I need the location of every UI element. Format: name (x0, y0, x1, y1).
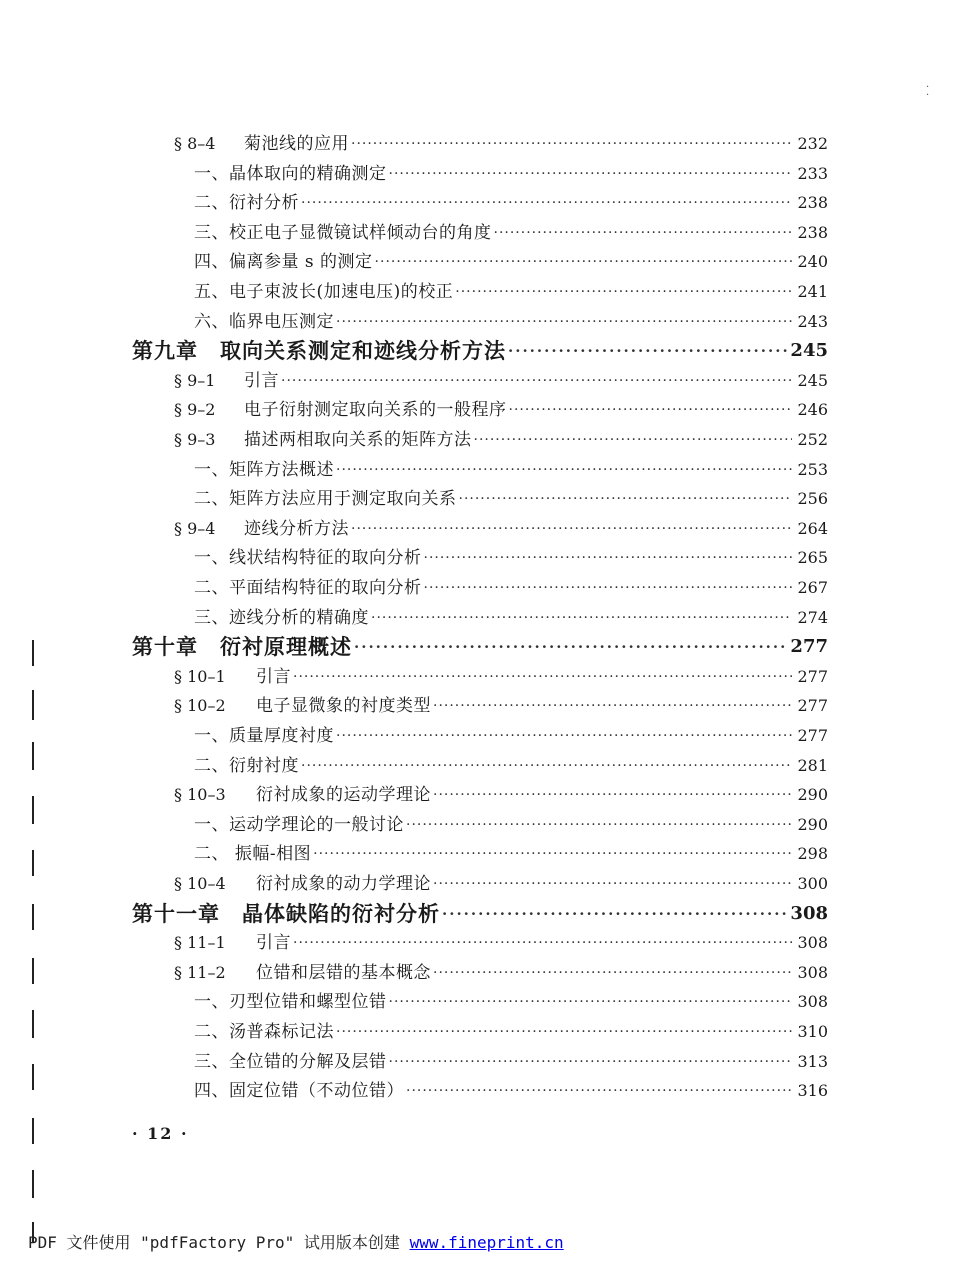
toc-section-entry (174, 664, 828, 690)
binding-rule (32, 690, 34, 720)
entry-title: 第九章 取向关系测定和迹线分析方法 (132, 338, 506, 363)
dot-leader (433, 782, 792, 808)
toc-section-entry (174, 960, 828, 986)
entry-page-number: 308 (790, 903, 828, 924)
entry-page-number: 290 (797, 815, 828, 834)
entry-page-number: 240 (797, 252, 828, 271)
dot-leader (293, 930, 792, 956)
entry-title: 引言 (256, 933, 291, 953)
entry-page-number: 310 (797, 1022, 828, 1041)
toc-item-entry (194, 545, 828, 571)
entry-page-number: 277 (797, 696, 828, 715)
entry-page-number: 290 (797, 785, 828, 804)
dot-leader (281, 368, 792, 394)
dot-leader (354, 634, 788, 660)
entry-page-number: 253 (797, 460, 828, 479)
toc-item-entry (194, 1078, 828, 1104)
dot-leader (474, 427, 793, 453)
dot-leader (459, 486, 793, 512)
section-number: § 11–2 (174, 963, 226, 982)
dot-leader (336, 457, 792, 483)
binding-rule (32, 1064, 34, 1090)
dot-leader (351, 516, 792, 542)
entry-page-number: 241 (797, 282, 828, 301)
entry-title: 电子显微象的衬度类型 (256, 696, 431, 716)
toc-section-entry (174, 516, 828, 542)
toc-section-entry (174, 693, 828, 719)
toc-section-entry (174, 368, 828, 394)
entry-page-number: 267 (797, 578, 828, 597)
entry-page-number: 300 (797, 874, 828, 893)
dot-leader (313, 841, 792, 867)
dot-leader (293, 664, 792, 690)
toc-item-entry (194, 279, 828, 305)
toc-item-entry (194, 605, 828, 631)
dot-leader (406, 1078, 792, 1104)
dot-leader (371, 605, 792, 631)
dot-leader (424, 575, 793, 601)
section-number: § 8–4 (174, 134, 216, 153)
entry-page-number: 246 (797, 400, 828, 419)
toc-chapter-entry (132, 901, 828, 927)
entry-page-number: 243 (797, 312, 828, 331)
dot-leader (336, 1019, 792, 1045)
section-number: § 9–1 (174, 371, 216, 390)
dot-leader (389, 1049, 793, 1075)
dot-leader (336, 309, 792, 335)
entry-page-number: 238 (797, 223, 828, 242)
toc-section-entry (174, 782, 828, 808)
dot-leader (375, 249, 792, 275)
dot-leader (455, 279, 792, 305)
section-number: § 10–3 (174, 785, 226, 804)
toc-item-entry (194, 841, 828, 867)
toc-item-entry (194, 1049, 828, 1075)
entry-title: 四、固定位错（不动位错） (194, 1081, 404, 1101)
toc-item-entry (194, 1019, 828, 1045)
entry-page-number: 308 (797, 933, 828, 952)
toc-item-entry (194, 249, 828, 275)
dot-leader (424, 545, 793, 571)
toc-item-entry (194, 309, 828, 335)
dot-leader (301, 190, 792, 216)
section-number: § 10–2 (174, 696, 226, 715)
toc-item-entry (194, 486, 828, 512)
toc-item-entry (194, 161, 828, 187)
dot-leader (508, 338, 788, 364)
entry-title: 第十一章 晶体缺陷的衍衬分析 (132, 901, 440, 926)
entry-title: 衍衬成象的动力学理论 (256, 874, 431, 894)
entry-page-number: 308 (797, 992, 828, 1011)
toc-item-entry (194, 723, 828, 749)
toc-section-entry (174, 871, 828, 897)
toc-section-entry (174, 427, 828, 453)
entry-title: 二、汤普森标记法 (194, 1022, 334, 1042)
dot-leader (433, 960, 792, 986)
entry-page-number: 274 (797, 608, 828, 627)
binding-rule (32, 850, 34, 876)
entry-page-number: 277 (797, 726, 828, 745)
dot-leader (509, 397, 793, 423)
entry-title: 三、全位错的分解及层错 (194, 1052, 387, 1072)
entry-title: 一、质量厚度衬度 (194, 726, 334, 746)
entry-title: 衍衬成象的运动学理论 (256, 785, 431, 805)
section-number: § 11–1 (174, 933, 226, 952)
binding-rule (32, 904, 34, 930)
entry-title: 描述两相取向关系的矩阵方法 (244, 430, 472, 450)
dot-leader (433, 871, 792, 897)
entry-title: 二、 振幅-相图 (194, 844, 312, 864)
entry-page-number: 298 (797, 844, 828, 863)
section-number: § 9–2 (174, 400, 216, 419)
dot-leader (389, 161, 793, 187)
entry-title: 六、临界电压测定 (194, 312, 334, 332)
toc-item-entry (194, 753, 828, 779)
entry-page-number: 316 (797, 1081, 828, 1100)
entry-page-number: 265 (797, 548, 828, 567)
page-number: · 12 · (132, 1124, 189, 1143)
footer-link[interactable]: www.fineprint.cn (409, 1233, 564, 1252)
toc-item-entry (194, 989, 828, 1015)
toc-item-entry (194, 812, 828, 838)
toc-chapter-entry (132, 338, 828, 364)
entry-title: 一、运动学理论的一般讨论 (194, 815, 404, 835)
entry-page-number: 245 (790, 340, 828, 361)
entry-title: 引言 (244, 371, 279, 391)
section-number: § 9–3 (174, 430, 216, 449)
entry-page-number: 232 (797, 134, 828, 153)
toc-item-entry (194, 457, 828, 483)
binding-rule (32, 958, 34, 984)
toc-section-entry (174, 131, 828, 157)
dot-leader (301, 753, 792, 779)
entry-title: 一、矩阵方法概述 (194, 460, 334, 480)
entry-title: 引言 (256, 667, 291, 687)
entry-page-number: 281 (797, 756, 828, 775)
binding-rule (32, 742, 34, 770)
entry-page-number: 264 (797, 519, 828, 538)
entry-title: 位错和层错的基本概念 (256, 963, 431, 983)
entry-title: 菊池线的应用 (244, 134, 349, 154)
entry-title: 一、刃型位错和螺型位错 (194, 992, 387, 1012)
section-number: § 10–4 (174, 874, 226, 893)
dot-leader (389, 989, 793, 1015)
entry-title: 二、衍射衬度 (194, 756, 299, 776)
binding-rule (32, 1170, 34, 1198)
entry-page-number: 256 (797, 489, 828, 508)
entry-page-number: 245 (797, 371, 828, 390)
toc-item-entry (194, 190, 828, 216)
section-number: § 10–1 (174, 667, 226, 686)
entry-title: 一、线状结构特征的取向分析 (194, 548, 422, 568)
entry-title: 第十章 衍衬原理概述 (132, 634, 352, 659)
entry-page-number: 233 (797, 164, 828, 183)
toc-section-entry (174, 397, 828, 423)
toc-chapter-entry (132, 634, 828, 660)
dot-leader (336, 723, 792, 749)
entry-title: 二、衍衬分析 (194, 193, 299, 213)
toc-item-entry (194, 575, 828, 601)
binding-rule (32, 796, 34, 824)
entry-title: 迹线分析方法 (244, 519, 349, 539)
dot-leader (351, 131, 792, 157)
scan-mark: · · (926, 82, 930, 101)
dot-leader (494, 220, 793, 246)
toc-item-entry (194, 220, 828, 246)
dot-leader (442, 901, 788, 927)
toc-section-entry (174, 930, 828, 956)
entry-title: 四、偏离参量 s 的测定 (194, 252, 373, 272)
section-number: § 9–4 (174, 519, 216, 538)
entry-title: 二、矩阵方法应用于测定取向关系 (194, 489, 457, 509)
entry-title: 三、校正电子显微镜试样倾动台的角度 (194, 223, 492, 243)
entry-page-number: 308 (797, 963, 828, 982)
binding-rule (32, 1118, 34, 1144)
dot-leader (406, 812, 792, 838)
entry-page-number: 313 (797, 1052, 828, 1071)
entry-page-number: 238 (797, 193, 828, 212)
entry-title: 二、平面结构特征的取向分析 (194, 578, 422, 598)
entry-page-number: 277 (790, 636, 828, 657)
pdf-footer (28, 1230, 564, 1253)
entry-page-number: 277 (797, 667, 828, 686)
binding-rule (32, 640, 34, 666)
binding-rule (32, 1010, 34, 1038)
entry-title: 电子衍射测定取向关系的一般程序 (244, 400, 507, 420)
entry-title: 一、晶体取向的精确测定 (194, 164, 387, 184)
entry-title: 五、电子束波长(加速电压)的校正 (194, 282, 454, 302)
entry-page-number: 252 (797, 430, 828, 449)
dot-leader (433, 693, 792, 719)
entry-title: 三、迹线分析的精确度 (194, 608, 369, 628)
footer-text: PDF 文件使用 "pdfFactory Pro" 试用版本创建 (28, 1233, 410, 1252)
